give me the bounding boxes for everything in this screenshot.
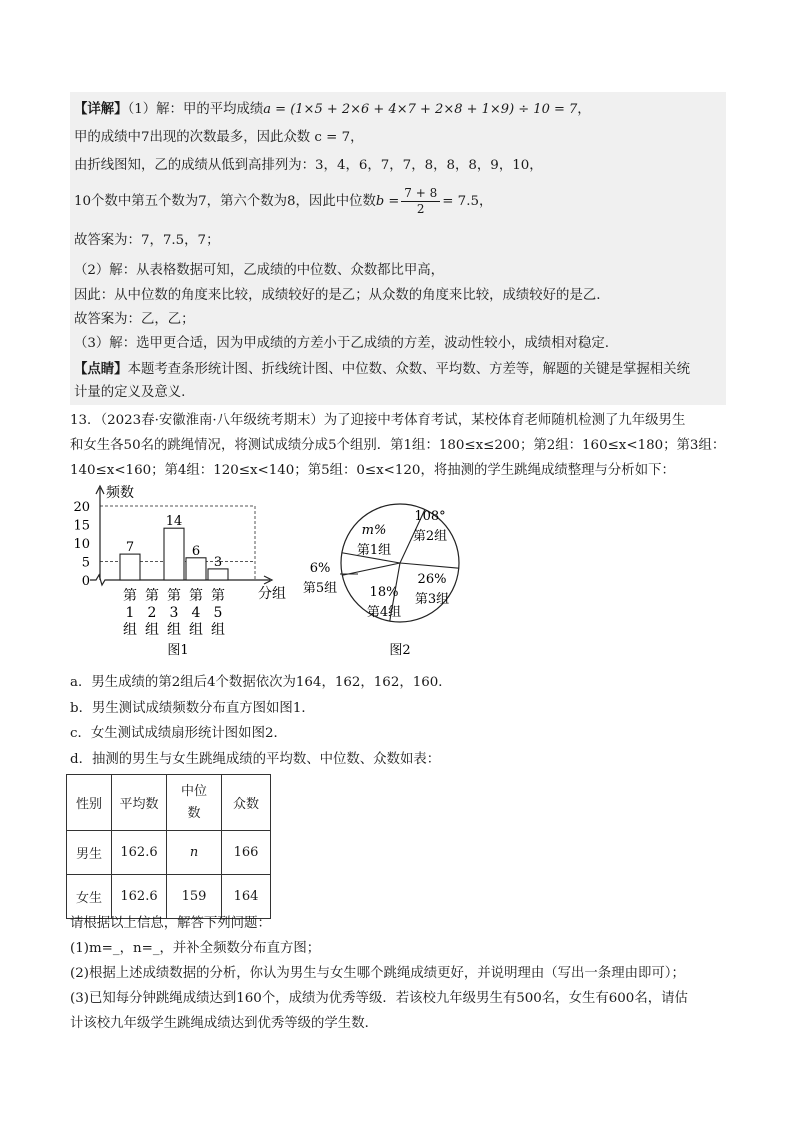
bar-data-label: 6 bbox=[191, 543, 201, 559]
x-tick-label: 第 bbox=[145, 588, 159, 604]
x-tick-label: 4 bbox=[191, 605, 201, 621]
y-tick-label: 15 bbox=[73, 518, 90, 534]
sub-question-2: (2)根据上述成绩数据的分析，你认为男生与女生哪个跳绳成绩更好，并说明理由（写出一条理由即可）； bbox=[70, 966, 685, 981]
pie-figure-2 bbox=[298, 486, 498, 660]
y-tick-label: 10 bbox=[73, 537, 90, 552]
x-tick-label: 组 bbox=[145, 622, 159, 638]
detail-heading: 【详解】 bbox=[74, 101, 128, 117]
pie-slice-label: 第2组 bbox=[412, 529, 448, 544]
table-cell: 女生 bbox=[67, 875, 112, 919]
x-tick-label: 组 bbox=[189, 622, 203, 638]
sub-question-1: (1)m=_，n=_，并补全频数分布直方图； bbox=[70, 941, 321, 956]
question-line-1: 13．（2023春·安徽淮南·八年级统考期末）为了迎接中考体育考试，某校体育老师随机检测了九年级男生 bbox=[70, 413, 686, 428]
solution-line-10: 【点睛】本题考查条形统计图、折线统计图、中位数、众数、平均数、方差等，解题的关键是掌握相关统 bbox=[74, 361, 690, 377]
x-tick-label: 第 bbox=[167, 588, 181, 604]
solution-line-4: 10个数中第五个数为7，第六个数为8，因此中位数b = $\frac{7 + 8}{2}$ = 7.5， bbox=[74, 186, 493, 216]
x-tick-label: 第 bbox=[211, 588, 225, 604]
histogram-figure-1 bbox=[70, 482, 300, 660]
solution-line-11: 计量的定义及意义. bbox=[74, 385, 186, 400]
x-tick-label: 第 bbox=[189, 588, 203, 604]
y-axis-label: 频数 bbox=[106, 485, 134, 501]
pie-slice-label: 第4组 bbox=[366, 605, 402, 620]
sub-question-3-line-1: (3)已知每分钟跳绳成绩达到160个，成绩为优秀等级．若该校九年级男生有500名，女生有600名，请估 bbox=[70, 991, 688, 1006]
pie-slice-label: 第1组 bbox=[356, 543, 392, 558]
instruction-line: 请根据以上信息，解答下列问题： bbox=[70, 916, 271, 931]
statement-c: c．女生测试成绩扇形统计图如图2． bbox=[70, 726, 287, 741]
table-cell: 166 bbox=[222, 831, 271, 875]
solution-line-6: （2）解：从表格数据可知，乙成绩的中位数、众数都比甲高， bbox=[74, 263, 445, 278]
solution-line-3: 由折线图知，乙的成绩从低到高排列为：3，4，6，7，7，8，8，8，9，10， bbox=[74, 158, 543, 173]
stats-table bbox=[66, 774, 271, 919]
x-tick-label: 组 bbox=[123, 622, 137, 638]
comment-heading: 【点睛】 bbox=[74, 361, 128, 377]
histogram-bar bbox=[186, 558, 206, 580]
y-tick-label: 20 bbox=[73, 500, 90, 515]
solution-line-9: （3）解：选甲更合适，因为甲成绩的方差小于乙成绩的方差，波动性较小，成绩相对稳定. bbox=[74, 336, 610, 351]
solution-line-5: 故答案为：7，7.5，7； bbox=[74, 233, 220, 248]
table-row bbox=[67, 875, 271, 919]
bar-data-label: 7 bbox=[125, 540, 135, 556]
question-line-2: 和女生各50名的跳绳情况，将测试成绩分成5个组别．第1组：180≤x≤200；第2组：160≤x<180；第3组： bbox=[70, 438, 726, 453]
table-header-cell: 中位 数 bbox=[167, 775, 222, 831]
pie-value-label: 26% bbox=[417, 572, 447, 587]
table-header-cell: 众数 bbox=[222, 775, 271, 831]
x-tick-label: 第 bbox=[123, 588, 137, 604]
solution-line-8: 故答案为：乙，乙； bbox=[74, 312, 195, 327]
table-header-cell: 平均数 bbox=[112, 775, 167, 831]
histogram-bar bbox=[208, 569, 228, 580]
mean-formula: a = (1×5 + 2×6 + 4×7 + 2×8 + 1×9) ÷ 10 = 7 bbox=[263, 102, 578, 117]
x-tick-label: 5 bbox=[213, 605, 223, 621]
question-line-3: 140≤x<160；第4组：120≤x<140；第5组：0≤x<120，将抽测的学生跳绳成绩整理与分析如下： bbox=[70, 463, 675, 478]
solution-line-2: 甲的成绩中7出现的次数最多，因此众数 c = 7， bbox=[74, 130, 364, 145]
solution-line-1: 【详解】（1）解：甲的平均成绩a = (1×5 + 2×6 + 4×7 + 2×8 + 1×9) ÷ 10 = 7， bbox=[74, 101, 591, 117]
pie-value-label: m% bbox=[361, 523, 387, 538]
pie-slice-label: 第3组 bbox=[414, 592, 450, 607]
table-header-cell: 性别 bbox=[67, 775, 112, 831]
pie-value-label: 108° bbox=[414, 509, 446, 524]
bar-data-label: 3 bbox=[213, 554, 223, 570]
pie-value-label: 18% bbox=[369, 585, 399, 600]
statement-a: a．男生成绩的第2组后4个数据依次为164，162，162，160． bbox=[70, 675, 452, 690]
table-cell: n bbox=[167, 831, 222, 875]
table-row bbox=[67, 831, 271, 875]
table-cell: 男生 bbox=[67, 831, 112, 875]
figure-caption: 图1 bbox=[167, 643, 189, 658]
median-fraction: $\frac{7 + 8}{2}$ bbox=[401, 186, 440, 217]
x-tick-label: 3 bbox=[169, 605, 179, 621]
x-tick-label: 1 bbox=[125, 605, 135, 621]
table-cell: 164 bbox=[222, 875, 271, 919]
pie-slice-label: 第5组 bbox=[302, 581, 338, 596]
statement-b: b．男生测试成绩频数分布直方图如图1． bbox=[70, 701, 315, 716]
x-axis-label: 分组 bbox=[258, 586, 286, 602]
x-tick-label: 组 bbox=[211, 622, 225, 638]
histogram-bar bbox=[164, 528, 184, 580]
table-cell: 162.6 bbox=[112, 875, 167, 919]
pie-value-label: 6% bbox=[309, 561, 331, 576]
histogram-bar bbox=[120, 554, 140, 580]
sub-question-3-line-2: 计该校九年级学生跳绳成绩达到优秀等级的学生数． bbox=[70, 1016, 378, 1031]
table-cell: 159 bbox=[167, 875, 222, 919]
bar-data-label: 14 bbox=[165, 514, 183, 530]
figure-caption: 图2 bbox=[389, 643, 411, 658]
y-tick-label: 5 bbox=[81, 555, 90, 571]
x-tick-label: 2 bbox=[147, 605, 157, 621]
table-cell: 162.6 bbox=[112, 831, 167, 875]
x-tick-label: 组 bbox=[167, 622, 181, 638]
y-tick-label: 0 bbox=[81, 574, 90, 589]
statement-d: d．抽测的男生与女生跳绳成绩的平均数、中位数、众数如表： bbox=[70, 752, 441, 767]
table-header-row bbox=[67, 775, 271, 831]
solution-line-7: 因此：从中位数的角度来比较，成绩较好的是乙；从众数的角度来比较，成绩较好的是乙. bbox=[74, 288, 601, 303]
